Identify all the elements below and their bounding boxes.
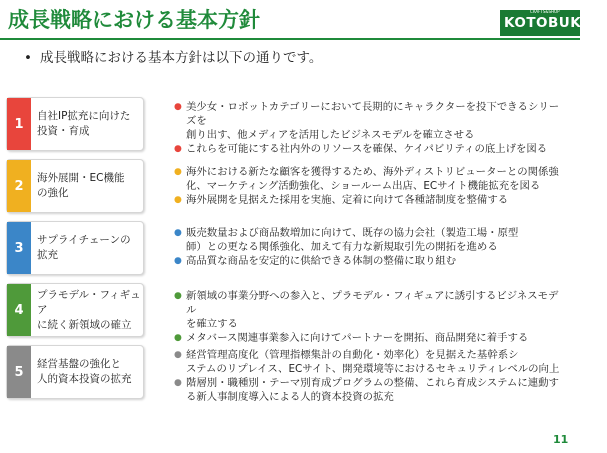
bullet-item <box>172 100 564 142</box>
bullet-item <box>172 331 564 345</box>
bullet-text: 経営管理高度化（管理指標集計の自動化・効率化）を見据えた基幹系シ ステムのリプレイス、ECサイト、開発環境等におけるセキュリティレベルの向上 <box>186 349 560 375</box>
bullet-item <box>172 193 564 207</box>
bullet-item <box>172 289 564 331</box>
bullet-marker-icon: ● <box>174 378 182 388</box>
policy-label: 海外展開・EC機能 の強化 <box>37 172 125 199</box>
policy-bullets <box>172 289 564 345</box>
policy-card <box>6 221 144 275</box>
bullet-marker-icon: ● <box>174 350 182 360</box>
bullet-item <box>172 254 564 268</box>
bullet-marker-icon: ● <box>174 256 182 266</box>
policy-number: 4 <box>7 284 31 336</box>
policy-card <box>6 283 144 337</box>
policy-label: 自社IP拡充に向けた 投資・育成 <box>37 110 131 137</box>
intro-sentence: 成長戦略における基本方針は以下の通りです。 <box>39 50 323 66</box>
bullet-item <box>172 348 564 376</box>
intro-text <box>24 46 322 66</box>
bullet-marker-icon: ● <box>174 144 182 154</box>
logo-text: KOTOBUKIYA <box>504 15 607 31</box>
page-number: 11 <box>553 433 569 446</box>
policy-number: 3 <box>7 222 31 274</box>
bullet-text: 新領域の事業分野への参入と、プラモデル・フィギュアに誘引するビジネスモデル を確立する <box>186 290 559 330</box>
bullet-text: 階層別・職種別・テーマ別育成プログラムの整備、これら育成システムに連動す る新人事制度導入による人的資本投資の拡充 <box>186 377 559 403</box>
bullet-marker-icon: ● <box>174 333 182 343</box>
bullet-text: 販売数量および商品数増加に向けて、既存の協力会社（製造工場・原型 師）との更なる関係強化、加えて有力な新規取引先の開拓を進める <box>186 227 519 253</box>
bullet-item <box>172 165 564 193</box>
bullet-marker-icon: ● <box>174 195 182 205</box>
bullet-item <box>172 376 564 404</box>
policy-card <box>6 159 144 213</box>
bullet-text: 海外における新たな顧客を獲得するため、海外ディストリビューターとの関係強 化、マーケティング活動強化、ショールーム出店、ECサイト機能拡充を図る <box>186 166 559 192</box>
bullet-item <box>172 226 564 254</box>
bullet-dot-icon: • <box>24 50 32 66</box>
policy-label: プラモデル・フィギュア に続く新領域の確立 <box>37 288 141 331</box>
bullet-text: メタバース関連事業参入に向けてパートナーを開拓、商品開発に着手する <box>186 332 529 344</box>
policy-bullets <box>172 348 564 404</box>
title-divider <box>0 38 580 40</box>
bullet-marker-icon: ● <box>174 102 182 112</box>
bullet-marker-icon: ● <box>174 291 182 301</box>
bullet-text: 美少女・ロボットカテゴリーにおいて長期的にキャラクターを投下できるシリーズを 創り出す、他メディアを活用したビジネスモデルを確立させる <box>186 101 560 141</box>
logo-subtext: CRAFTS&SHOP <box>530 9 560 14</box>
bullet-text: 高品質な商品を安定的に供給できる体制の整備に取り組む <box>186 255 457 267</box>
policy-bullets <box>172 100 564 156</box>
policy-label: サプライチェーンの拡充 <box>37 234 131 261</box>
bullet-text: 海外展開を見据えた採用を実施、定着に向けて各種諸制度を整備する <box>186 194 509 206</box>
bullet-marker-icon: ● <box>174 167 182 177</box>
bullet-item <box>172 142 564 156</box>
policy-bullets <box>172 226 564 268</box>
policy-bullets <box>172 165 564 207</box>
bullet-marker-icon: ● <box>174 228 182 238</box>
policy-card <box>6 97 144 151</box>
bullet-text: これらを可能にする社内外のリソースを確保、ケイパビリティの底上げを図る <box>186 143 548 155</box>
policy-number: 5 <box>7 346 31 398</box>
policy-number: 1 <box>7 98 31 150</box>
page-title: 成長戦略における基本方針 <box>8 8 260 32</box>
policy-label: 経営基盤の強化と 人的資本投資の拡充 <box>37 358 132 385</box>
policy-number: 2 <box>7 160 31 212</box>
policy-card <box>6 345 144 399</box>
